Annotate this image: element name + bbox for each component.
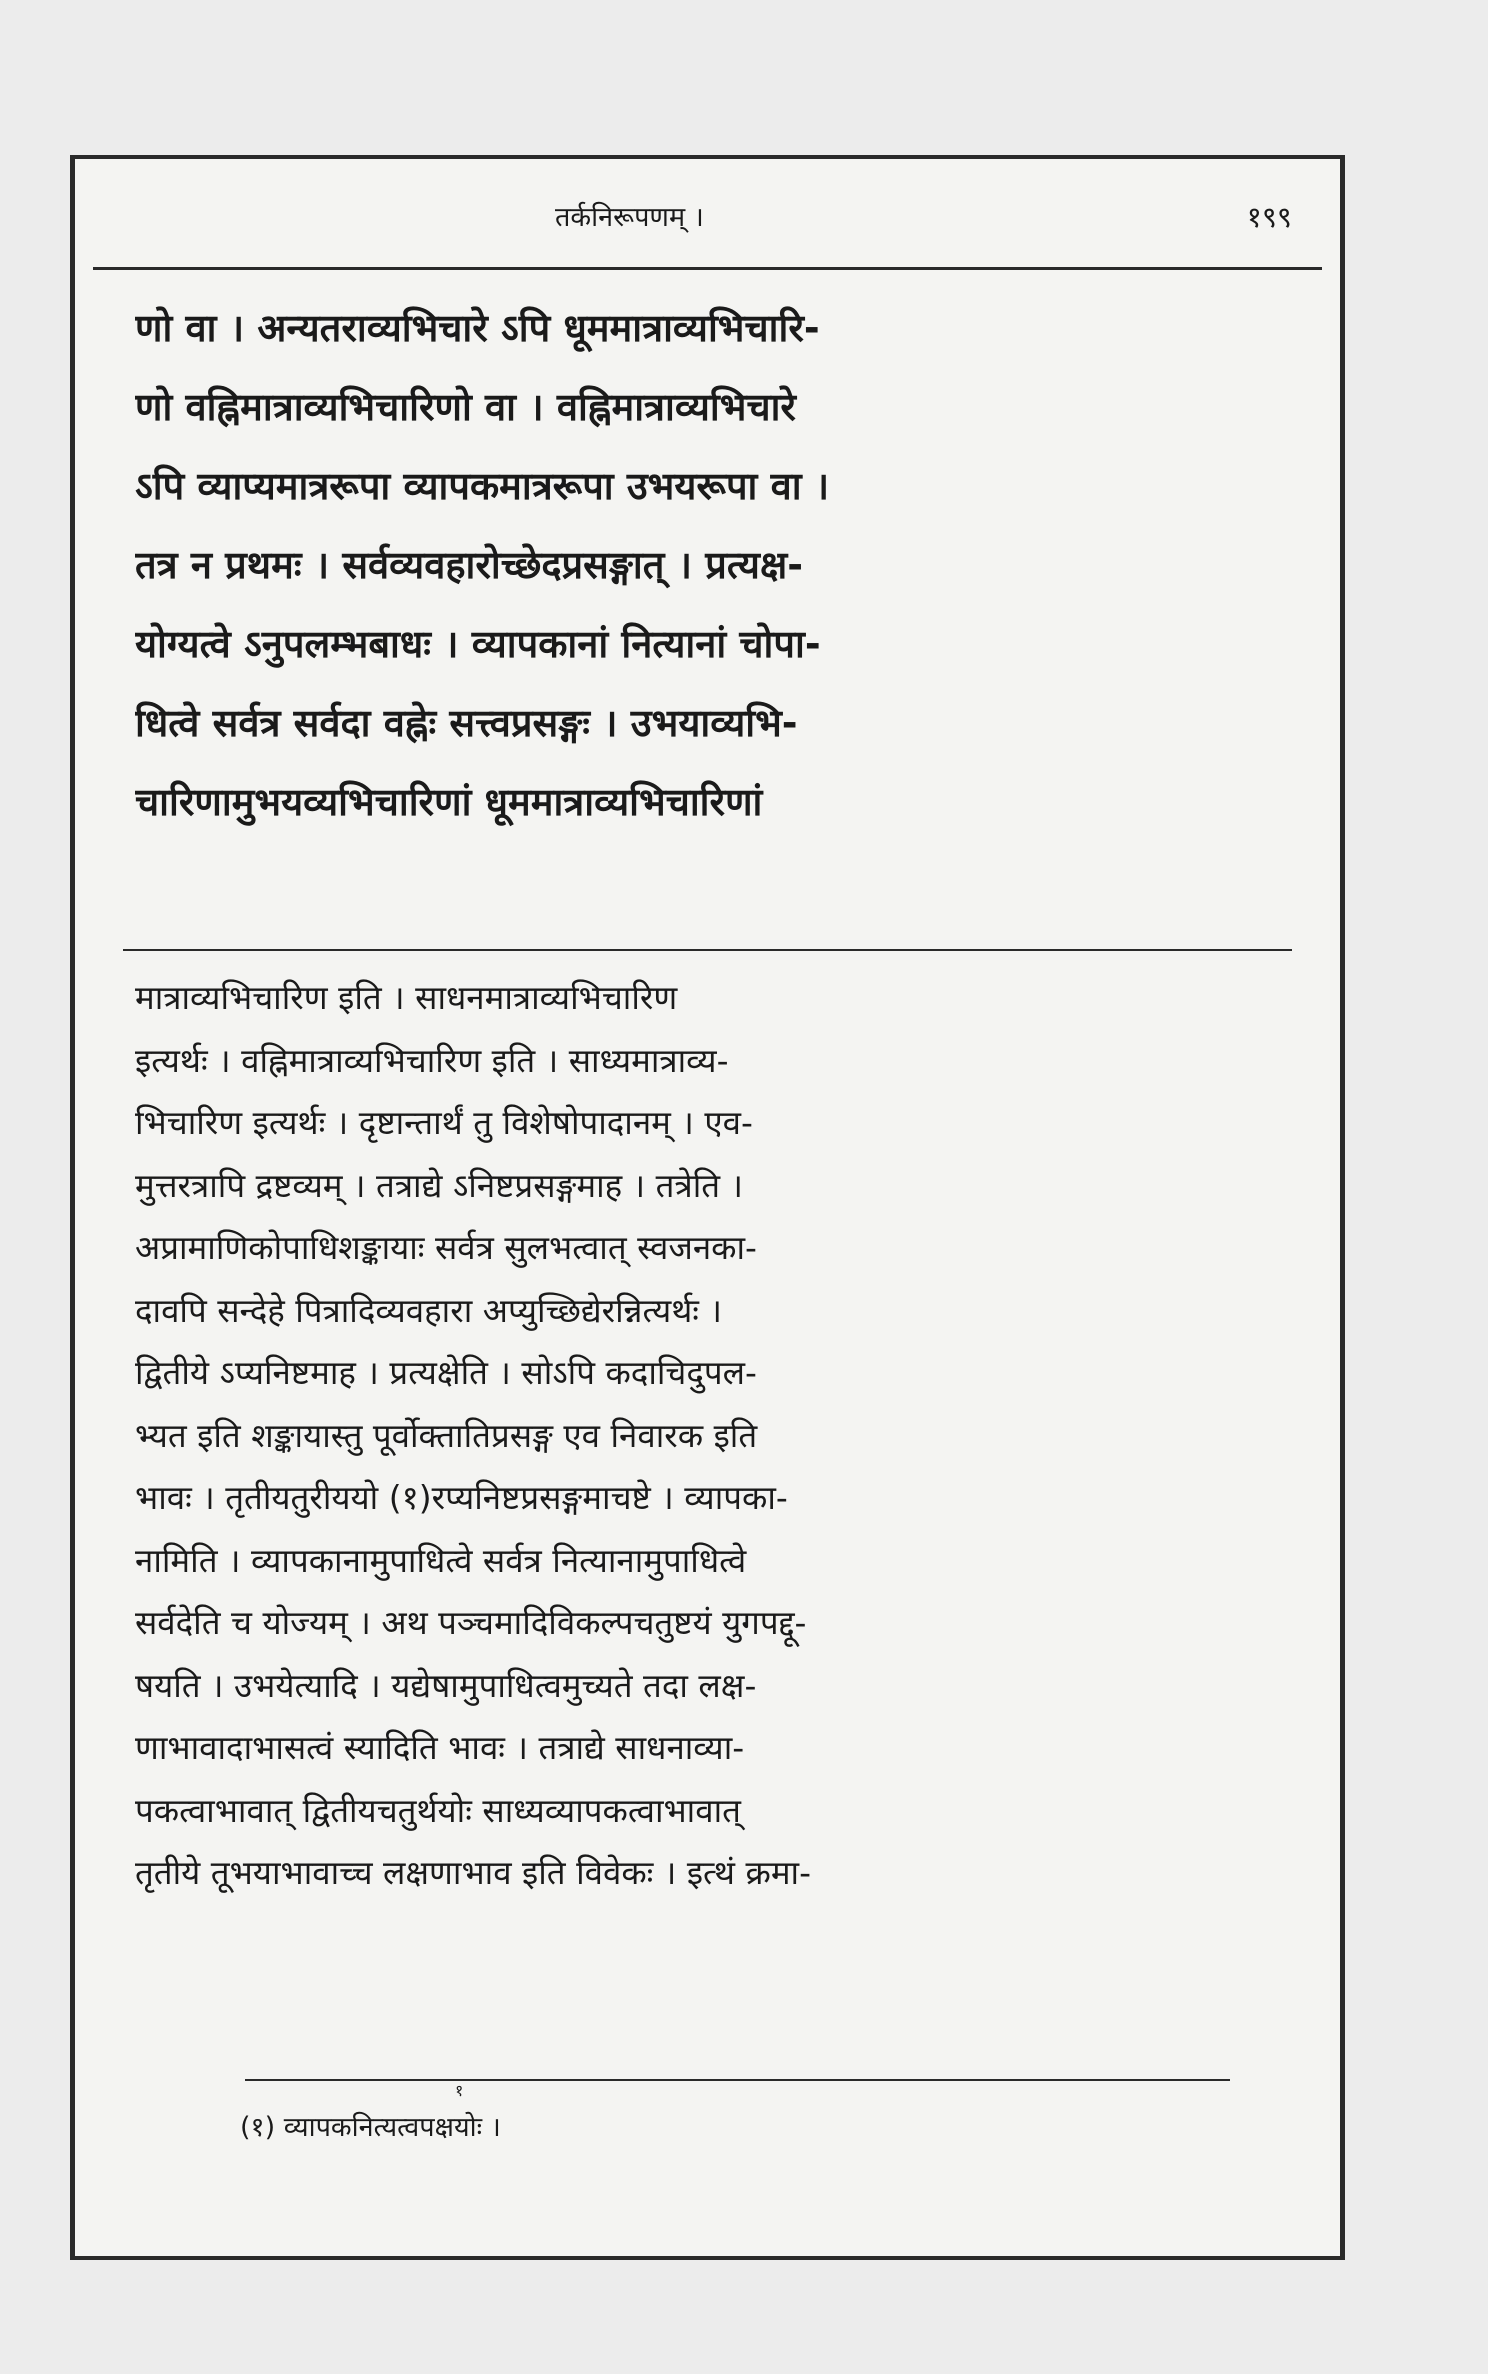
page-number: १९९: [1246, 200, 1292, 234]
main-text-line: ऽपि व्याप्यमात्ररूपा व्यापकमात्ररूपा उभयरूपा वा ।: [135, 464, 830, 508]
footnote: (१) व्यापकनित्यत्वपक्षयोः ।: [240, 2112, 501, 2143]
main-text-line: णो वा । अन्यतराव्यभिचारे ऽपि धूममात्राव्यभिचारि-: [135, 306, 820, 350]
commentary-line: भ्यत इति शङ्कायास्तु पूर्वोक्तातिप्रसङ्ग एव निवारक इति: [135, 1415, 758, 1455]
commentary-rule: [123, 949, 1292, 951]
main-text-line: धित्वे सर्वत्र सर्वदा वह्नेः सत्त्वप्रसङ्गः । उभयाव्यभि-: [135, 701, 798, 745]
commentary-line: इत्यर्थः । वह्निमात्राव्यभिचारिण इति । साध्यमात्राव्य-: [135, 1040, 729, 1080]
commentary-line: सर्वदेति च योज्यम् । अथ पञ्चमादिविकल्पचतुष्टयं युगपद्दू-: [135, 1603, 807, 1642]
footnote-rule: [245, 2079, 1230, 2081]
commentary-line: पकत्वाभावात् द्वितीयचतुर्थयोः साध्यव्यापकत्वाभावात्: [135, 1790, 741, 1830]
main-text-line: तत्र न प्रथमः । सर्वव्यवहारोच्छेदप्रसङ्गात् । प्रत्यक्ष-: [135, 543, 803, 587]
commentary-line: मात्राव्यभिचारिण इति । साधनमात्राव्यभिचारिण: [135, 978, 678, 1017]
commentary-line: मुत्तरत्रापि द्रष्टव्यम् । तत्राद्ये ऽनिष्टप्रसङ्गमाह । तत्रेति ।: [135, 1165, 744, 1205]
footnote-marker: १: [455, 2081, 464, 2100]
main-text-line: चारिणामुभयव्यभिचारिणां धूममात्राव्यभिचारिणां: [135, 780, 763, 824]
commentary-line: तृतीये तूभयाभावाच्च लक्षणाभाव इति विवेकः । इत्थं क्रमा-: [135, 1853, 812, 1892]
header-rule: [93, 267, 1322, 270]
commentary-line: दावपि सन्देहे पित्रादिव्यवहारा अप्युच्छिद्येरन्नित्यर्थः ।: [135, 1290, 722, 1330]
commentary-line: षयति । उभयेत्यादि । यद्येषामुपाधित्वमुच्यते तदा लक्ष-: [135, 1665, 757, 1705]
commentary-line: नामिति । व्यापकानामुपाधित्वे सर्वत्र नित्यानामुपाधित्वे: [135, 1540, 747, 1580]
main-text: [135, 289, 1300, 842]
commentary-line: भिचारिण इत्यर्थः । दृष्टान्तार्थं तु विशेषोपादानम् । एव-: [135, 1103, 753, 1142]
running-head: [75, 197, 1340, 237]
commentary-line: अप्रामाणिकोपाधिशङ्कायाः सर्वत्र सुलभत्वात् स्वजनका-: [135, 1228, 757, 1267]
commentary-line: द्वितीये ऽप्यनिष्टमाह । प्रत्यक्षेति । सोऽपि कदाचिदुपल-: [135, 1353, 757, 1392]
commentary-text: [135, 967, 1300, 1905]
main-text-line: योग्यत्वे ऽनुपलम्भबाधः । व्यापकानां नित्यानां चोपा-: [135, 622, 821, 666]
commentary-line: णाभावादाभासत्वं स्यादिति भावः । तत्राद्ये साधनाव्या-: [135, 1728, 745, 1767]
page-title: तर्कनिरूपणम् ।: [555, 202, 704, 233]
page-frame: [70, 155, 1345, 2260]
main-text-line: णो वह्निमात्राव्यभिचारिणो वा । वह्निमात्राव्यभिचारे: [135, 385, 796, 429]
commentary-line: भावः । तृतीयतुरीययो (१)रप्यनिष्टप्रसङ्गमाचष्टे । व्यापका-: [135, 1478, 788, 1517]
